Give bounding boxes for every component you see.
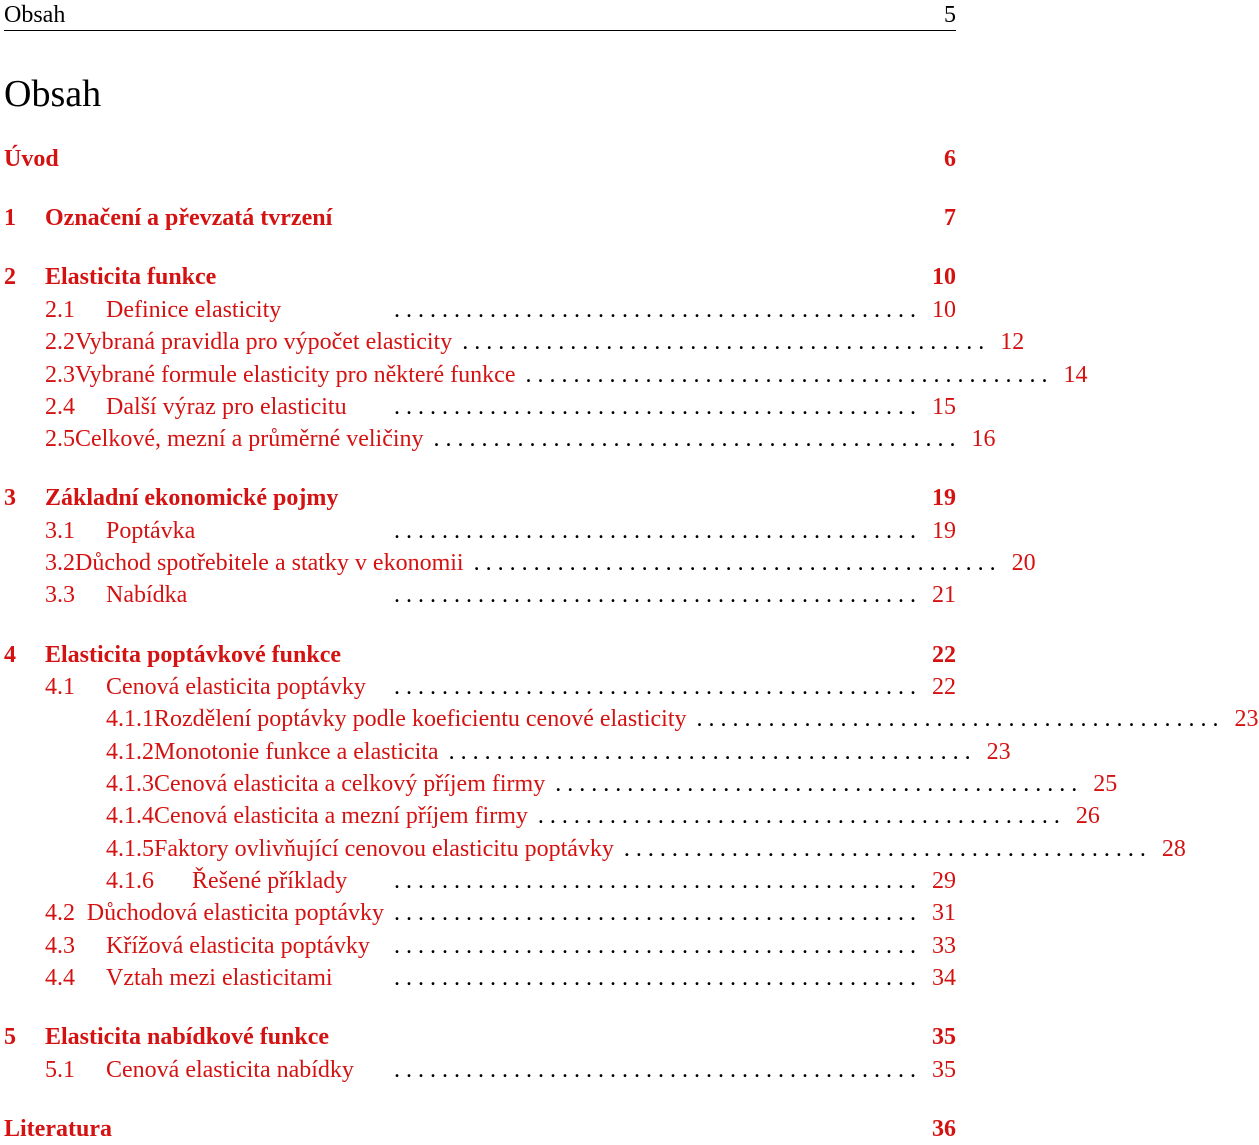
toc-entry-chapter-2[interactable] xyxy=(4,261,956,293)
toc-entry-number: 4.4 xyxy=(45,965,75,991)
toc-entry-page[interactable]: 7 xyxy=(944,205,956,231)
toc-entry-label[interactable]: Elasticita poptávkové funkce xyxy=(45,642,342,668)
dot-leader: . . . . . . . . . . . . . . . . . . . . . . . . . . . . . . . . . . . . . . . . . . . . xyxy=(448,739,971,765)
toc-entry-label[interactable]: Důchodová elasticita poptávky xyxy=(86,900,384,926)
toc-entry-page[interactable]: 26 xyxy=(1075,803,1100,829)
toc-entry-label[interactable]: Důchod spotřebitele a statky v ekonomii xyxy=(75,550,464,576)
toc-entry-label[interactable]: Cenová elasticita a celkový příjem firmy xyxy=(154,771,546,797)
page-title: Obsah xyxy=(4,73,102,115)
toc-entry-page[interactable]: 16 xyxy=(971,426,996,452)
toc-entry-label[interactable]: Základní ekonomické pojmy xyxy=(45,485,339,511)
dot-leader: . . . . . . . . . . . . . . . . . . . . . . . . . . . . . . . . . . . . . . . . . . . . xyxy=(537,803,1060,829)
toc-entry-page[interactable]: 10 xyxy=(932,297,956,323)
toc-entry-page[interactable]: 22 xyxy=(932,674,956,700)
toc-entry-label[interactable]: Cenová elasticita nabídky xyxy=(106,1057,354,1083)
toc-entry-4-1-6[interactable] xyxy=(4,865,956,897)
dot-leader: . . . . . . . . . . . . . . . . . . . . . . . . . . . . . . . . . . . . . . . . . . . . xyxy=(462,329,985,355)
toc-entry-number: 5.1 xyxy=(45,1057,75,1083)
toc-entry-4-1-1[interactable] xyxy=(4,703,1259,735)
toc-entry-number: 4.3 xyxy=(45,933,75,959)
toc-entry-number: 5 xyxy=(4,1024,16,1050)
toc-entry-label[interactable]: Rozdělení poptávky podle koeficientu cenové elasticity xyxy=(154,706,687,732)
toc-entry-number: 4.1.5 xyxy=(106,836,154,862)
toc-entry-label[interactable]: Cenová elasticita a mezní příjem firmy xyxy=(154,803,528,829)
toc-entry-label[interactable]: Celkové, mezní a průměrné veličiny xyxy=(75,426,424,452)
toc-entry-number: 2.3 xyxy=(45,362,75,388)
toc-entry-number: 4.1.4 xyxy=(106,803,154,829)
toc-entry-number: 4.1.3 xyxy=(106,771,154,797)
toc-entry-number: 2.5 xyxy=(45,426,75,452)
toc-entry-label[interactable]: Nabídka xyxy=(106,582,188,608)
dot-leader: . . . . . . . . . . . . . . . . . . . . . . . . . . . . . . . . . . . . . . . . . . . . xyxy=(394,868,916,894)
toc-entry-page[interactable]: 19 xyxy=(932,485,956,511)
toc-entry-page[interactable]: 35 xyxy=(932,1024,956,1050)
toc-entry-number: 4.1 xyxy=(45,674,75,700)
toc-entry-number: 2.2 xyxy=(45,329,75,355)
dot-leader: . . . . . . . . . . . . . . . . . . . . . . . . . . . . . . . . . . . . . . . . . . . . xyxy=(555,771,1078,797)
dot-leader: . . . . . . . . . . . . . . . . . . . . . . . . . . . . . . . . . . . . . . . . . . . . xyxy=(394,582,916,608)
toc-entry-label[interactable]: Úvod xyxy=(4,146,59,172)
toc-entry-4-4[interactable] xyxy=(4,962,956,994)
toc-entry-number: 4.1.2 xyxy=(106,739,154,765)
toc-entry-page[interactable]: 36 xyxy=(932,1116,956,1142)
toc-entry-2-1[interactable] xyxy=(4,294,956,326)
toc-entry-page[interactable]: 10 xyxy=(932,264,956,290)
dot-leader: . . . . . . . . . . . . . . . . . . . . . . . . . . . . . . . . . . . . . . . . . . . . xyxy=(394,1057,916,1083)
toc-entry-label[interactable]: Vztah mezi elasticitami xyxy=(106,965,333,991)
toc-entry-literatura[interactable] xyxy=(4,1113,956,1145)
toc-entry-page[interactable]: 34 xyxy=(932,965,956,991)
toc-entry-page[interactable]: 14 xyxy=(1063,362,1088,388)
toc-entry-label[interactable]: Elasticita nabídkové funkce xyxy=(45,1024,330,1050)
toc-entry-page[interactable]: 33 xyxy=(932,933,956,959)
toc-entry-2-4[interactable] xyxy=(4,391,956,423)
toc-entry-number: 4.2 xyxy=(45,900,75,926)
toc-entry-4-1-3[interactable] xyxy=(4,768,1118,800)
toc-entry-page[interactable]: 6 xyxy=(944,146,956,172)
toc-entry-number: 3.3 xyxy=(45,582,75,608)
toc-entry-page[interactable]: 19 xyxy=(932,518,956,544)
toc-entry-chapter-3[interactable] xyxy=(4,482,956,514)
toc-entry-number: 3.1 xyxy=(45,518,75,544)
toc-entry-label[interactable]: Monotonie funkce a elasticita xyxy=(154,739,439,765)
toc-entry-label[interactable]: Označení a převzatá tvrzení xyxy=(45,205,333,231)
toc-entry-label[interactable]: Vybraná pravidla pro výpočet elasticity xyxy=(75,329,453,355)
toc-entry-page[interactable]: 21 xyxy=(932,582,956,608)
toc-entry-label[interactable]: Vybrané formule elasticity pro některé funkce xyxy=(75,362,516,388)
toc-entry-2-5[interactable] xyxy=(4,423,996,455)
toc-entry-label[interactable]: Další výraz pro elasticitu xyxy=(106,394,347,420)
toc-entry-number: 2.1 xyxy=(45,297,75,323)
dot-leader: . . . . . . . . . . . . . . . . . . . . . . . . . . . . . . . . . . . . . . . . . . . . xyxy=(394,933,916,959)
toc-entry-page[interactable]: 20 xyxy=(1011,550,1036,576)
toc-entry-page[interactable]: 23 xyxy=(986,739,1011,765)
toc-entry-label[interactable]: Faktory ovlivňující cenovou elasticitu poptávky xyxy=(154,836,614,862)
toc-entry-4-1-4[interactable] xyxy=(4,800,1100,832)
toc-entry-label[interactable]: Poptávka xyxy=(106,518,196,544)
toc-entry-number: 3.2 xyxy=(45,550,75,576)
dot-leader: . . . . . . . . . . . . . . . . . . . . . . . . . . . . . . . . . . . . . . . . . . . . xyxy=(394,674,916,700)
toc-entry-label[interactable]: Elasticita funkce xyxy=(45,264,217,290)
toc-entry-page[interactable]: 23 xyxy=(1234,706,1259,732)
toc-entry-number: 2 xyxy=(4,264,16,290)
toc-entry-label[interactable]: Řešené příklady xyxy=(192,868,348,894)
toc-entry-page[interactable]: 29 xyxy=(932,868,956,894)
toc-entry-3-3[interactable] xyxy=(4,579,956,611)
toc-entry-number: 4.1.6 xyxy=(106,868,154,894)
dot-leader: . . . . . . . . . . . . . . . . . . . . . . . . . . . . . . . . . . . . . . . . . . . . xyxy=(623,836,1146,862)
toc-entry-label[interactable]: Cenová elasticita poptávky xyxy=(106,674,366,700)
dot-leader: . . . . . . . . . . . . . . . . . . . . . . . . . . . . . . . . . . . . . . . . . . . . xyxy=(394,297,916,323)
dot-leader: . . . . . . . . . . . . . . . . . . . . . . . . . . . . . . . . . . . . . . . . . . . . xyxy=(394,900,916,926)
toc-entry-page[interactable]: 22 xyxy=(932,642,956,668)
toc-entry-3-2[interactable] xyxy=(4,547,1036,579)
toc-entry-page[interactable]: 12 xyxy=(1000,329,1025,355)
dot-leader: . . . . . . . . . . . . . . . . . . . . . . . . . . . . . . . . . . . . . . . . . . . . xyxy=(473,550,996,576)
toc-entry-chapter-4[interactable] xyxy=(4,639,956,671)
toc-entry-chapter-1[interactable] xyxy=(4,202,956,234)
dot-leader: . . . . . . . . . . . . . . . . . . . . . . . . . . . . . . . . . . . . . . . . . . . . xyxy=(394,518,916,544)
toc-entry-2-2[interactable] xyxy=(4,326,1025,358)
toc-entry-number: 4.1.1 xyxy=(106,706,154,732)
dot-leader: . . . . . . . . . . . . . . . . . . . . . . . . . . . . . . . . . . . . . . . . . . . . xyxy=(433,426,956,452)
toc-entry-4-1-5[interactable] xyxy=(4,833,1186,865)
toc-entry-label[interactable]: Literatura xyxy=(4,1116,112,1142)
toc-entry-uvod[interactable] xyxy=(4,143,956,175)
toc-entry-page[interactable]: 31 xyxy=(932,900,956,926)
header-section-name: Obsah xyxy=(4,1,66,28)
header-page-number: 5 xyxy=(944,1,956,28)
dot-leader: . . . . . . . . . . . . . . . . . . . . . . . . . . . . . . . . . . . . . . . . . . . . xyxy=(525,362,1048,388)
toc-entry-chapter-5[interactable] xyxy=(4,1021,956,1053)
toc-entry-number: 4 xyxy=(4,642,16,668)
toc-entry-page[interactable]: 35 xyxy=(932,1057,956,1083)
toc-entry-page[interactable]: 25 xyxy=(1093,771,1118,797)
dot-leader: . . . . . . . . . . . . . . . . . . . . . . . . . . . . . . . . . . . . . . . . . . . . xyxy=(394,394,916,420)
toc-entry-number: 1 xyxy=(4,205,16,231)
toc-entry-5-1[interactable] xyxy=(4,1054,956,1086)
dot-leader: . . . . . . . . . . . . . . . . . . . . . . . . . . . . . . . . . . . . . . . . . . . . xyxy=(696,706,1219,732)
toc-entry-3-1[interactable] xyxy=(4,515,956,547)
toc-entry-4-1-2[interactable] xyxy=(4,736,1011,768)
toc-entry-label[interactable]: Definice elasticity xyxy=(106,297,282,323)
toc-entry-4-1[interactable] xyxy=(4,671,956,703)
running-header xyxy=(4,0,956,31)
toc-entry-label[interactable]: Křížová elasticita poptávky xyxy=(106,933,370,959)
toc-entry-4-3[interactable] xyxy=(4,930,956,962)
toc-entry-number: 2.4 xyxy=(45,394,75,420)
toc-entry-page[interactable]: 15 xyxy=(932,394,956,420)
toc-entry-4-2[interactable] xyxy=(4,897,956,929)
toc-entry-page[interactable]: 28 xyxy=(1161,836,1186,862)
toc-entry-2-3[interactable] xyxy=(4,359,1088,391)
dot-leader: . . . . . . . . . . . . . . . . . . . . . . . . . . . . . . . . . . . . . . . . . . . . xyxy=(394,965,916,991)
toc-entry-number: 3 xyxy=(4,485,16,511)
